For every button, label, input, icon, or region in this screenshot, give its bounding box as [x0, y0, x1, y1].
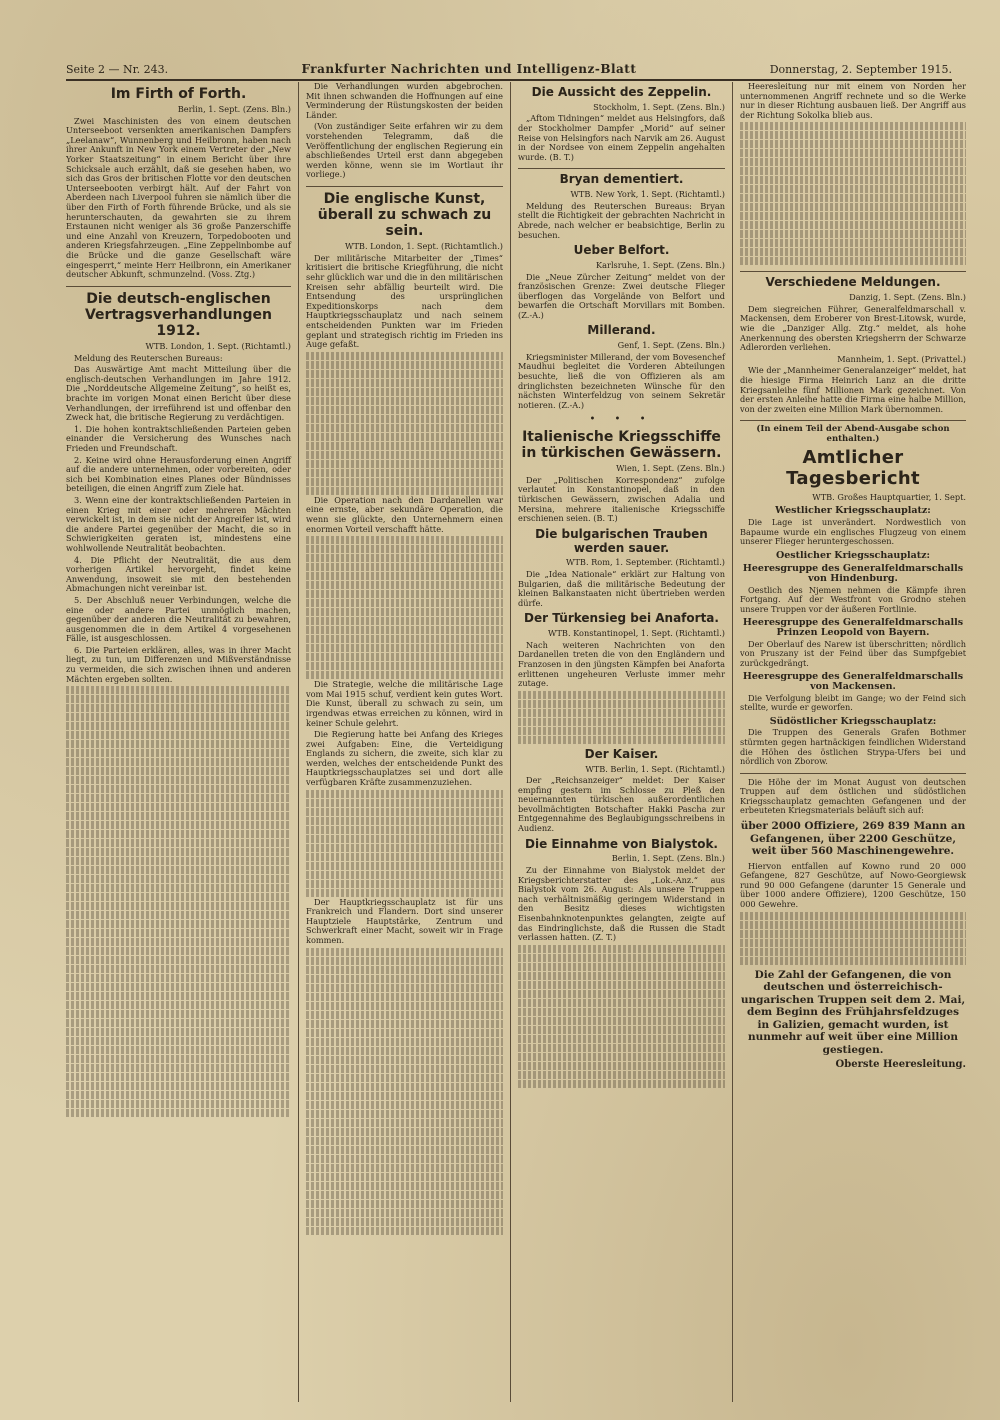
- article-text: 4. Die Pflicht der Neutralität, die aus dem vorherigen Artikel hervorgeht, findet keine Anwendung, insoweit sie mit den bestehenden Abmachungen nicht vereinbar ist.: [66, 554, 291, 594]
- article-text: 5. Der Abschluß neuer Verbindungen, welche die eine oder andere Partei unmöglich machen, gegenüber der anderen die Neutralität zu bewahren, ausgenommen die in dem Artikel 4 vorgesehenen Fälle, ist ausgeschlossen.: [66, 594, 291, 644]
- headline-bryan: Bryan dementiert.: [559, 172, 684, 187]
- page-number: Seite 2 — Nr. 243.: [66, 63, 169, 76]
- article-text: Der militärische Mitarbeiter der „Times“ kritisiert die britische Kriegführung, die nicht sehr glücklich war und die in den militärischen Kreisen sehr abfällig beurteilt wird. Die Entsendung des ursprünglichen Expeditionskorps nach dem Hauptkriegsschauplatz und nach seinem entscheidenden Punkten war im Frieden geplant und strategisch richtig im Frieden ins Auge gefaßt.: [306, 252, 503, 350]
- edition-note: (In einem Teil der Abend-Ausgabe schon enthalten.): [756, 424, 950, 444]
- article-text: Die „Idea Nationale“ erklärt zur Haltung von Bulgarien, daß die militärische Bedeutung der kleinen Balkanstaaten nicht übertrieben werden dürfe.: [518, 568, 725, 608]
- article-text: „Aftom Tidningen“ meldet aus Helsingfors, daß der Stockholmer Dampfer „Morid“ auf seiner Reise von Helsingfors nach Narvik am 26. August in der Nordsee von einem Zeppelin angehalten wurde. (B. T.): [518, 113, 725, 162]
- column-3: [510, 82, 732, 1402]
- dateline: Genf, 1. Sept. (Zens. Bln.): [617, 340, 725, 351]
- article-text: Der „Reichsanzeiger“ meldet: Der Kaiser empfing gestern im Schlosse zu Pleß den neuernannten türkischen außerordentlichen bevollmächtigten Botschafter Hakki Pascha zur Entgegennahme des Beglaubigungsschreibens in Audienz.: [518, 775, 725, 834]
- dateline: WTB. London, 1. Sept. (Richtamtl.): [145, 341, 291, 352]
- divider: [740, 773, 966, 774]
- dateline: WTB. Rom, 1. September. (Richtamtl.): [566, 557, 725, 568]
- dateline: WTB. Konstantinopel, 1. Sept. (Richtamtl.): [548, 628, 725, 639]
- article-text: Die Höhe der im Monat August von deutschen Truppen auf dem östlichen und südöstlichen Kriegsschauplatz gemachten Gefangenen und der erbeuteten Kriegsmaterials beläuft sich auf:: [740, 776, 966, 816]
- divider: [66, 286, 291, 287]
- article-text: Das Auswärtige Amt macht Mitteilung über die englisch-deutschen Verhandlungen im Jahre 1912. Die „Norddeutsche Allgemeine Zeitung“, so heißt es, brachte im vorigen Monat einen Bericht über diese Verhandlungen, der irreführend ist und offenbar den Zweck hat, die britische Regierung zu verdächtigen.: [66, 364, 291, 423]
- article-text: Zu der Einnahme von Bialystok meldet der Kriegsberichterstatter des „Lok.-Anz.“ aus Bialystok vom 26. August: Als unsere Truppen nach verhältnismäßig geringem Widerstand in den Besitz dieses wichtigsten Eisenbahnknotenpunktes gelangten, zeigte auf das Eindringlichste, daß die Russen die Stadt verlassen hatten. (Z. T.): [518, 865, 725, 943]
- dateline: WTB. Großes Hauptquartier, 1. Sept.: [812, 491, 966, 502]
- column-4: [732, 82, 966, 1402]
- article-text: Die Verfolgung bleibt im Gange; wo der Feind sich stellte, wurde er geworfen.: [740, 692, 966, 713]
- article-text: Die Operation nach den Dardanellen war eine ernste, aber sekundäre Operation, die wenn sie glückte, den Unternehmern einen enormen Vorteil verschafft hätte.: [306, 494, 503, 534]
- dateline: Stockholm, 1. Sept. (Zens. Bln.): [593, 101, 725, 112]
- headline-vertragsverhandlungen: Die deutsch-englischen Vertragsverhandlungen 1912.: [84, 290, 272, 339]
- headline-firth-of-forth: Im Firth of Forth.: [110, 86, 247, 102]
- newspaper-title: Frankfurter Nachrichten und Intelligenz-Blatt: [301, 62, 637, 76]
- article-text: Die Strategie, welche die militärische Lage vom Mai 1915 schuf, verdient kein gutes Wort. Die Kunst, überall zu schwach zu sein, um irgendwas etwas erreichen zu können, wird in keiner Schule gelehrt.: [306, 679, 503, 728]
- article-text: (Von zuständiger Seite erfahren wir zu dem vorstehenden Telegramm, daß die Veröffentlichung der englischen Regierung ein abschließendes Urteil erst dann abgegeben werden könne, wenn sie im Wortlaut ihr vorliege.): [306, 121, 503, 180]
- dateline: WTB. Berlin, 1. Sept. (Richtamtl.): [585, 763, 725, 774]
- section-heading: Heeresgruppe des Generalfeldmarschalls Prinzen Leopold von Bayern.: [742, 617, 964, 638]
- headline-millerand: Millerand.: [587, 323, 656, 338]
- column-2: [298, 82, 510, 1402]
- column-1: [66, 82, 298, 1402]
- dateline: WTB. New York, 1. Sept. (Richtamtl.): [570, 189, 725, 200]
- headline-italienische-kriegsschiffe: Italienische Kriegsschiffe in türkischen Gewässern.: [521, 429, 722, 462]
- section-heading: Südöstlicher Kriegsschauplatz:: [769, 715, 937, 727]
- prisoner-totals: über 2000 Offiziere, 269 839 Mann an Gefangenen, über 2200 Geschütze, weit über 560 Maschinengewehre.: [740, 820, 966, 858]
- article-text: Der „Politischen Korrespondenz“ zufolge verlautet in Konstantinopel, daß in den türkischen Gewässern, zwischen Adalia und Mersina, mehrere italienische Kriegsschiffe erschienen seien. (B. T.): [518, 474, 725, 524]
- issue-date: Donnerstag, 2. September 1915.: [769, 63, 952, 76]
- article-text: Meldung des Reuterschen Bureaus:: [74, 352, 223, 363]
- text-filler: [306, 948, 503, 1235]
- article-text: Zwei Maschinisten des von einem deutschen Unterseeboot versenkten amerikanischen Dampfers „Leelanaw“, Wunnenberg und Heilbronn, haben nach ihrer Ankunft in New York einem Vertreter der „New Yorker Staatszeitung“ in einem Bericht über ihre Schicksale auch erzählt, daß sie gesehen haben, wo sich das Gros der britischen Flotte vor den deutschen Unterseebooten verbirgt hält. Auf der Fahrt von Aberdeen nach Liverpool fuhren sie nämlich über die über den Firth of Forth führende Brücke, und als sie herunterschauten, da gewahrten sie zu ihrem Erstaunen nicht weniger als 36 große Panzerschiffe und eine Anzahl von Kreuzern, Torpedobooten und anderen Kriegsfahrzeugen. „Eine Zeppelinbombe auf die Brücke und die ganze Gesellschaft wäre eingesperrt,“ meinte Herr Heilbronn, ein Amerikaner deutscher Abkunft, schmunzelnd. (Voss. Ztg.): [66, 115, 291, 280]
- section-heading: Heeresgruppe des Generalfeldmarschalls von Mackensen.: [742, 671, 964, 692]
- article-text: Der Hauptkriegsschauplatz ist für uns Frankreich und Flandern. Dort sind unserer Hauptziele Hauptstärke, Zentrum und Schwerkraft einer Macht, soweit wir in Frage kommen.: [306, 896, 503, 946]
- dateline: WTB. London, 1. Sept. (Richtamtlich.): [345, 241, 503, 252]
- article-text: Die Verhandlungen wurden abgebrochen. Mit ihnen schwanden die Hoffnungen auf eine Verminderung der Rüstungskosten der beiden Länder.: [306, 82, 503, 120]
- article-text: Der Oberlauf des Narew ist überschritten; nördlich von Pruszany ist der Feind über das Sumpfgebiet zurückgedrängt.: [740, 638, 966, 668]
- text-filler: [518, 691, 725, 744]
- dateline: Danzig, 1. Sept. (Zens. Bln.): [849, 292, 966, 303]
- text-filler: [740, 912, 966, 965]
- divider: [740, 420, 966, 421]
- headline-amtlicher-tagesbericht: Amtlicher Tagesbericht: [786, 447, 920, 490]
- section-heading: Westlicher Kriegsschauplatz:: [775, 505, 931, 517]
- section-heading: Heeresgruppe des Generalfeldmarschalls von Hindenburg.: [742, 563, 964, 585]
- text-filler: [66, 686, 291, 1117]
- headline-verschiedene-meldungen: Verschiedene Meldungen.: [765, 275, 941, 290]
- article-text: Meldung des Reuterschen Bureaus: Bryan stellt die Richtigkeit der gebrachten Nachricht in Abrede, nach welcher er beabsichtige, Berlin zu besuchen.: [518, 200, 725, 240]
- article-text: Nach weiteren Nachrichten von den Dardanellen treten die von den Engländern und Franzosen in den jüngsten Kämpfen bei Anaforta erlittenen ungeheuren Verluste immer mehr zutage.: [518, 639, 725, 689]
- article-text: 1. Die hohen kontraktschließenden Parteien geben einander die Versicherung des Wunsches nach Frieden und Freundschaft.: [66, 423, 291, 453]
- article-text: Oestlich des Njemen nehmen die Kämpfe ihren Fortgang. Auf der Westfront von Grodno stehen unsere Truppen vor der äußeren Fortlinie.: [740, 584, 966, 614]
- dateline: Berlin, 1. Sept. (Zens. Bln.): [611, 853, 725, 864]
- headline-belfort: Ueber Belfort.: [573, 243, 670, 258]
- prisoner-summary: Die Zahl der Gefangenen, die von deutschen und österreichisch-ungarischen Truppen seit dem 2. Mai, dem Beginn des Frühjahrsfeldzuges in Galizien, gemacht wurden, ist nunmehr auf weit über eine Million gestiegen.: [740, 968, 966, 1056]
- article-text: 6. Die Parteien erklären, alles, was in ihrer Macht liegt, zu tun, um Differenzen und Mißverständnisse zu vermeiden, die sich zwischen ihnen und anderen Mächten ergeben sollten.: [66, 644, 291, 684]
- article-text: Dem siegreichen Führer, Generalfeldmarschall v. Mackensen, dem Eroberer von Brest-Litowsk, wurde, wie die „Danziger Allg. Ztg.“ meldet, als hohe Anerkennung des obersten Kriegsherrn der Schwarze Adlerorden verliehen.: [740, 303, 966, 353]
- signature: Oberste Heeresleitung.: [835, 1059, 966, 1071]
- article-text: Die Truppen des Generals Grafen Bothmer stürmten gegen hartnäckigen feindlichen Widerstand die Höhen des östlichen Strypa-Ufers bei und nördlich von Zborow.: [740, 727, 966, 767]
- article-text: Wie der „Mannheimer Generalanzeiger“ meldet, hat die hiesige Firma Heinrich Lanz an die dritte Kriegsanleihe fünf Millionen Mark gezeichnet. Von der ersten Anleihe hatte die Firma eine halbe Million, von der zweiten eine Million Mark übernommen.: [740, 365, 966, 414]
- section-heading: Oestlicher Kriegsschauplatz:: [775, 549, 931, 561]
- headline-kaiser: Der Kaiser.: [584, 746, 659, 761]
- article-text: Die Regierung hatte bei Anfang des Krieges zwei Aufgaben: Eine, die Verteidigung Englands zu sichern, die zweite, sich klar zu werden, welches der entscheidende Punkt des Hauptkriegsschauplatzes sei und dort alle verfügbaren Kräfte zusammenzuziehen.: [306, 729, 503, 788]
- dateline: Mannheim, 1. Sept. (Privattel.): [837, 353, 966, 364]
- dateline: Karlsruhe, 1. Sept. (Zens. Bln.): [596, 259, 725, 270]
- article-text: Heeresleitung nur mit einem von Norden her unternommenen Angriff rechnete und so die Werke nur in dieser Richtung ausbauen ließ. Der Angriff aus der Richtung Sokolka blieb aus.: [740, 82, 966, 120]
- headline-zeppelin: Die Aussicht des Zeppelin.: [531, 85, 712, 99]
- article-text: Kriegsminister Millerand, der vom Bovesenchef Maudhui begleitet die Vorderen Abteilungen besuchte, ließ die von Offizieren als am dringlichsten bezeichneten Wünsche für den nächsten Winterfeldzug von seinem Sekretär notieren. (Z.-A.): [518, 351, 725, 410]
- article-text: Hiervon entfallen auf Kowno rund 20 000 Gefangene, 827 Geschütze, auf Nowo-Georgiewsk rund 90 000 Gefangene (darunter 15 Generale und über 1000 andere Offiziere), 1200 Geschütze, 150 000 Gewehre.: [740, 860, 966, 909]
- headline-tuerkensieg: Der Türkensieg bei Anaforta.: [524, 611, 719, 626]
- dateline: Berlin, 1. Sept. (Zens. Bln.): [177, 104, 291, 115]
- article-columns: [66, 82, 966, 1402]
- divider: [518, 168, 725, 169]
- dateline: Wien, 1. Sept. (Zens. Bln.): [616, 463, 725, 474]
- separator-dots: • • •: [589, 414, 654, 426]
- article-text: 3. Wenn eine der kontraktschließenden Parteien in einen Krieg mit einer oder mehreren Mächten verwickelt ist, in dem sie nicht der Angreifer ist, wird die andere Partei gegenüber der Macht, die so in Schwierigkeiten geraten ist, mindestens eine wohlwollende Neutralität beobachten.: [66, 494, 291, 553]
- headline-bialystok: Die Einnahme von Bialystok.: [525, 836, 718, 851]
- masthead: [66, 56, 952, 81]
- article-text: 2. Keine wird ohne Herausforderung einen Angriff auf die andere unternehmen, oder vorbereiten, oder sich bei Kombination eines Planes oder Bündnisses beteiligen, die einen Angriff zum Ziele hat.: [66, 454, 291, 494]
- headline-bulgarische-trauben: Die bulgarischen Trauben werden sauer.: [535, 526, 708, 555]
- divider: [740, 271, 966, 272]
- headline-englische-kunst: Die englische Kunst, überall zu schwach zu sein.: [317, 190, 492, 240]
- text-filler: [306, 536, 503, 679]
- article-text: Die Lage ist unverändert. Nordwestlich von Bapaume wurde ein englisches Flugzeug von einem unserer Flieger heruntergeschossen.: [740, 517, 966, 547]
- article-text: Die „Neue Zürcher Zeitung“ meldet von der französischen Grenze: Zwei deutsche Flieger überflogen das Vorgelände von Belfort und bewarfen die Ortschaft Morvillars mit Bomben. (Z.-A.): [518, 271, 725, 320]
- text-filler: [518, 945, 725, 1088]
- divider: [306, 186, 503, 187]
- text-filler: [740, 122, 966, 265]
- text-filler: [306, 352, 503, 495]
- text-filler: [306, 790, 503, 897]
